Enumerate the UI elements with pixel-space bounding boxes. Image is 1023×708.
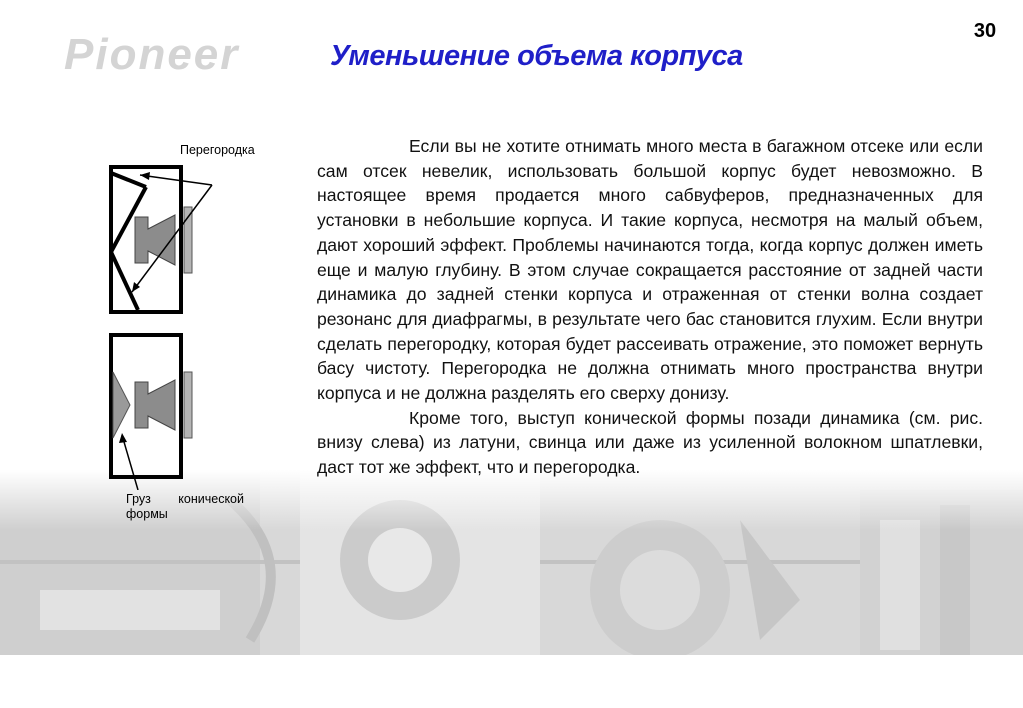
paragraph-1: Если вы не хотите отнимать много места в багажном отсеке или если сам отсек невелик, использовать большой корпус будет невозможно. В настоящее время продается много сабвуферов, предназначенных для установки в небольшие корпуса. И такие корпуса, несмотря на малый объем, дают хороший эффект. Проблемы начинаются тогда, когда корпус должен иметь еще и малую глубину. В этом случае сокращается расстояние от задней части динамика до задней стенки корпуса и отраженная от стенки волна создает резонанс для диафрагмы, в результате чего бас становится глухим. Если внутри сделать перегородку, которая будет рассеивать отражение, это поможет вернуть басу чистоту. Перегородка не должна отнимать много пространства внутри корпуса и не должна разделять его сверху донизу. — [317, 136, 983, 404]
cone-weight — [113, 372, 130, 438]
pointer-line-3 — [122, 435, 138, 490]
pioneer-logo — [62, 32, 324, 76]
page-title: Уменьшение объема корпуса — [330, 40, 743, 72]
arrowhead-3 — [119, 433, 127, 443]
enclosure-diagram — [100, 135, 260, 490]
page-number: 30 — [973, 20, 997, 42]
pointer-line-1 — [140, 175, 212, 185]
speaker-bottom — [135, 380, 175, 430]
partition-label: Перегородка — [180, 143, 255, 157]
cone-weight-label — [126, 492, 244, 522]
cone-weight-label-line2: формы — [126, 507, 168, 521]
svg-text:Pioneer: Pioneer — [64, 32, 240, 76]
paragraph-2: Кроме того, выступ конической формы позади динамика (см. рис. внизу слева) из латуни, свинца или даже из усиленной волокном шпатлевки, даст тот же эффект, что и перегородка. — [317, 407, 983, 478]
grille-bottom — [184, 372, 192, 438]
partition-bottom — [111, 252, 138, 310]
body-text — [317, 134, 983, 480]
speaker-top — [135, 215, 175, 265]
cone-weight-label-line1: Груз конической — [126, 492, 244, 506]
arrowhead-1 — [140, 172, 150, 180]
